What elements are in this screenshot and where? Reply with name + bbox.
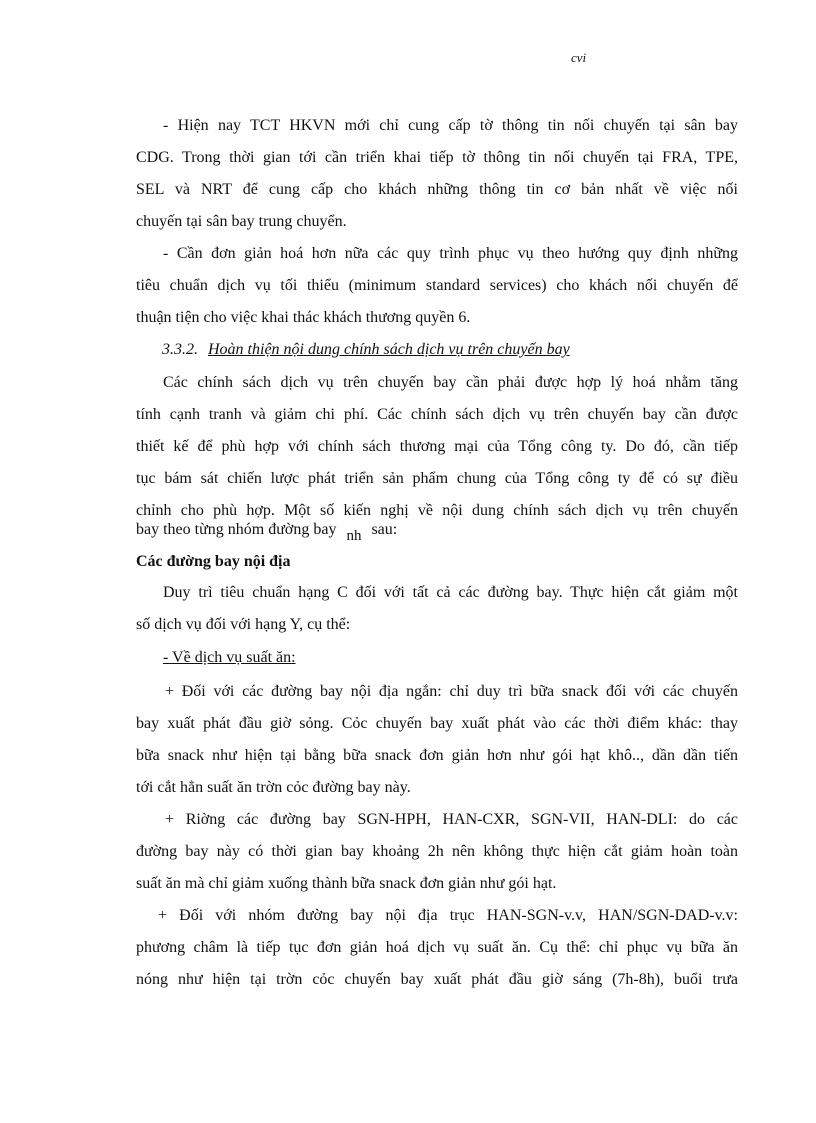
paragraph-line: phương châm là tiếp tục đơn giản hoá dịch vụ suất ăn. Cụ thể: chỉ phục vụ bữa ăn	[136, 939, 738, 956]
paragraph-fragment: nh	[346, 528, 362, 544]
paragraph-line: bay xuất phát đầu giờ sỏng. Cỏc chuyến bay xuất phát vào các thời điểm khác: thay	[136, 715, 738, 732]
paragraph-line: đường bay này có thời gian bay khoảng 2h nên không thực hiện cắt giảm hoàn toàn	[136, 843, 738, 860]
paragraph-line: + Đối với nhóm đường bay nội địa trục HAN-SGN-v.v, HAN/SGN-DAD-v.v:	[158, 907, 738, 924]
paragraph-line: chuyến tại sân bay trung chuyển.	[136, 213, 347, 230]
paragraph-line: số dịch vụ đối với hạng Y, cụ thể:	[136, 616, 351, 633]
paragraph-line: - Cần đơn giản hoá hơn nữa các quy trình phục vụ theo hướng quy định những	[163, 245, 738, 262]
paragraph-line: tiêu chuẩn dịch vụ tối thiểu (minimum standard services) cho khách nối chuyến để	[136, 277, 738, 294]
paragraph-line: nóng như hiện tại trờn cỏc chuyến bay xuất phát đầu giờ sáng (7h-8h), buổi trưa	[136, 971, 738, 988]
paragraph-line: + Riờng các đường bay SGN-HPH, HAN-CXR, SGN-VII, HAN-DLI: do các	[165, 811, 738, 828]
paragraph-line: Duy trì tiêu chuẩn hạng C đối với tất cả các đường bay. Thực hiện cắt giảm một	[163, 584, 738, 601]
paragraph-line: + Đối với các đường bay nội địa ngắn: chỉ duy trì bữa snack đối với các chuyến	[165, 683, 738, 700]
section-title: Hoàn thiện nội dung chính sách dịch vụ trên chuyến bay	[208, 341, 570, 358]
subheading-meal-service: - Về dịch vụ suất ăn:	[163, 649, 296, 666]
paragraph-line: thuận tiện cho việc khai thác khách thương quyền 6.	[136, 309, 471, 326]
paragraph-line: tục bám sát chiến lược phát triển sản phẩm chung của Tổng công ty để có sự điều	[136, 470, 738, 487]
section-heading	[162, 340, 632, 360]
paragraph-line: thiết kế để phù hợp với chính sách thương mại của Tổng công ty. Do đó, cần tiếp	[136, 438, 738, 455]
page-number: cvi	[571, 50, 587, 65]
paragraph-text: bay theo từng nhóm đường bay	[136, 521, 337, 538]
paragraph-line: tới cắt hẳn suất ăn trờn cỏc đường bay này.	[136, 779, 411, 796]
paragraph-line: suất ăn mà chỉ giảm xuống thành bữa snack đơn giản như gói hạt.	[136, 875, 557, 892]
paragraph-line: CDG. Trong thời gian tới cần triển khai tiếp tờ thông tin nối chuyến tại FRA, TPE,	[136, 149, 738, 166]
paragraph-line: bữa snack như hiện tại bằng bữa snack đơn giản hơn như gói hạt khô.., dần dần tiến	[136, 747, 738, 764]
section-number: 3.3.2.	[162, 341, 198, 358]
paragraph-line: tính cạnh tranh và giảm chi phí. Các chính sách dịch vụ trên chuyến bay cần được	[136, 406, 738, 423]
paragraph-line: - Hiện nay TCT HKVN mới chỉ cung cấp tờ thông tin nối chuyến tại sân bay	[163, 117, 738, 134]
paragraph-line	[136, 520, 738, 544]
paragraph-line: chỉnh cho phù hợp. Một số kiến nghị về nội dung chính sách dịch vụ trên chuyến	[136, 502, 738, 519]
paragraph-line: Các chính sách dịch vụ trên chuyến bay cần phải được hợp lý hoá nhằm tăng	[163, 374, 738, 391]
paragraph-line: SEL và NRT để cung cấp cho khách những thông tin cơ bản nhất về việc nối	[136, 181, 738, 198]
subheading-domestic: Các đường bay nội địa	[136, 553, 291, 570]
paragraph-text: sau:	[371, 521, 398, 538]
